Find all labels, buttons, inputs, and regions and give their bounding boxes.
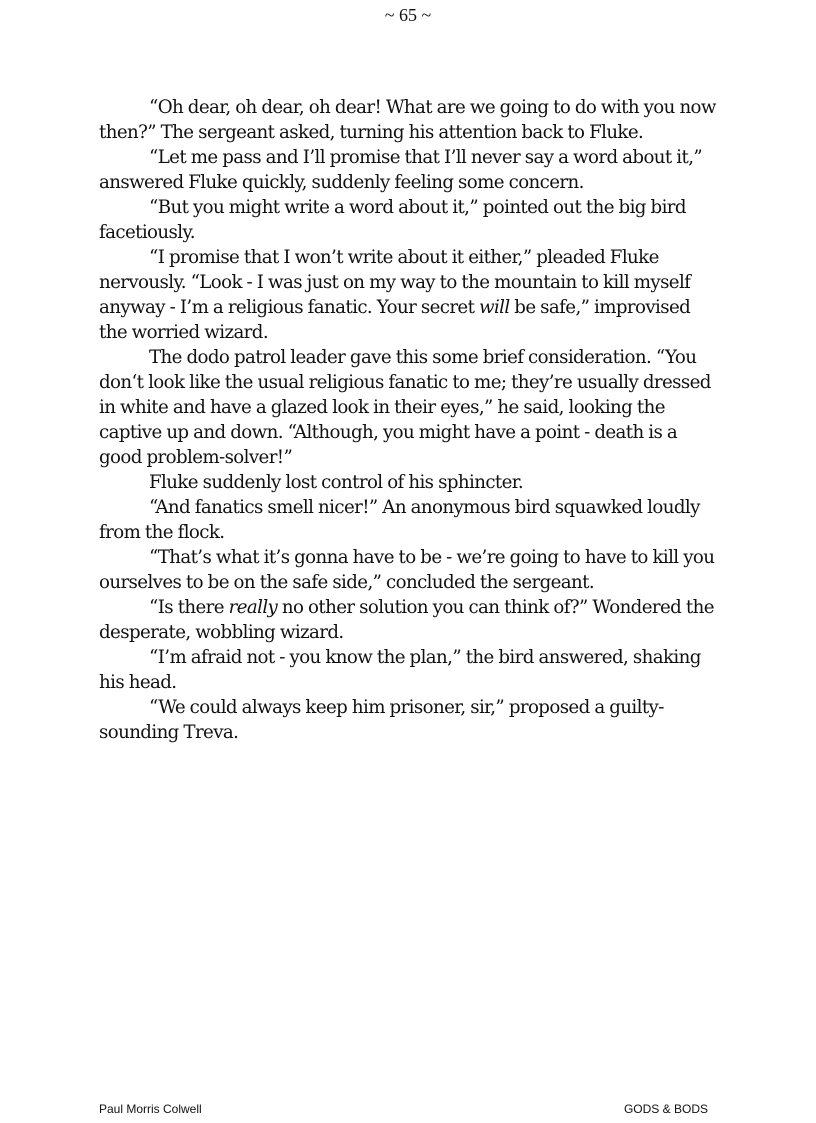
paragraph-text: “I promise that I won’t write about it either,” pleaded Fluke nervously. “Look - I was just on my way to the mountain to kill myself anyway - I’m a religious fanatic. Your secret bbox=[99, 247, 691, 318]
paragraph: “We could always keep him prisoner, sir,” proposed a guilty-sounding Treva. bbox=[99, 697, 664, 743]
paragraph: “And fanatics smell nicer!” An anonymous bird squawked loudly from the flock. bbox=[99, 497, 700, 543]
paragraph bbox=[99, 245, 721, 345]
paragraph: The dodo patrol leader gave this some brief consideration. “You don‘t look like the usual religious fanatic to me; they’re usually dressed in white and have a glazed look in their eyes,” he said, looking the captive up and down. “Although, you might have a point - death is a good problem-solver!” bbox=[99, 347, 711, 468]
footer-book-title: GODS & BODS bbox=[623, 1102, 708, 1116]
emphasis-text: will bbox=[478, 297, 510, 318]
body-text bbox=[99, 95, 721, 745]
paragraph: “I’m afraid not - you know the plan,” the bird answered, shaking his head. bbox=[99, 647, 701, 693]
paragraph bbox=[99, 595, 721, 645]
paragraph: “Let me pass and I’ll promise that I’ll never say a word about it,” answered Fluke quickly, suddenly feeling some concern. bbox=[99, 147, 703, 193]
paragraph-text: “Is there bbox=[149, 597, 229, 618]
paragraph-text: no other solution you can think of?” Wondered the desperate, wobbling wizard. bbox=[99, 597, 714, 643]
paragraph-text: be safe,” improvised the worried wizard. bbox=[99, 297, 691, 343]
emphasis-text: really bbox=[228, 597, 278, 618]
paragraph: “Oh dear, oh dear, oh dear! What are we going to do with you now then?” The sergeant asked, turning his attention back to Fluke. bbox=[99, 97, 716, 143]
footer-author: Paul Morris Colwell bbox=[99, 1102, 202, 1116]
paragraph: “That’s what it’s gonna have to be - we’re going to have to kill you ourselves to be on the safe side,” concluded the sergeant. bbox=[99, 547, 715, 593]
page-number: ~ 65 ~ bbox=[384, 5, 432, 25]
paragraph: “But you might write a word about it,” pointed out the big bird facetiously. bbox=[99, 197, 686, 243]
paragraph: Fluke suddenly lost control of his sphincter. bbox=[149, 472, 524, 493]
